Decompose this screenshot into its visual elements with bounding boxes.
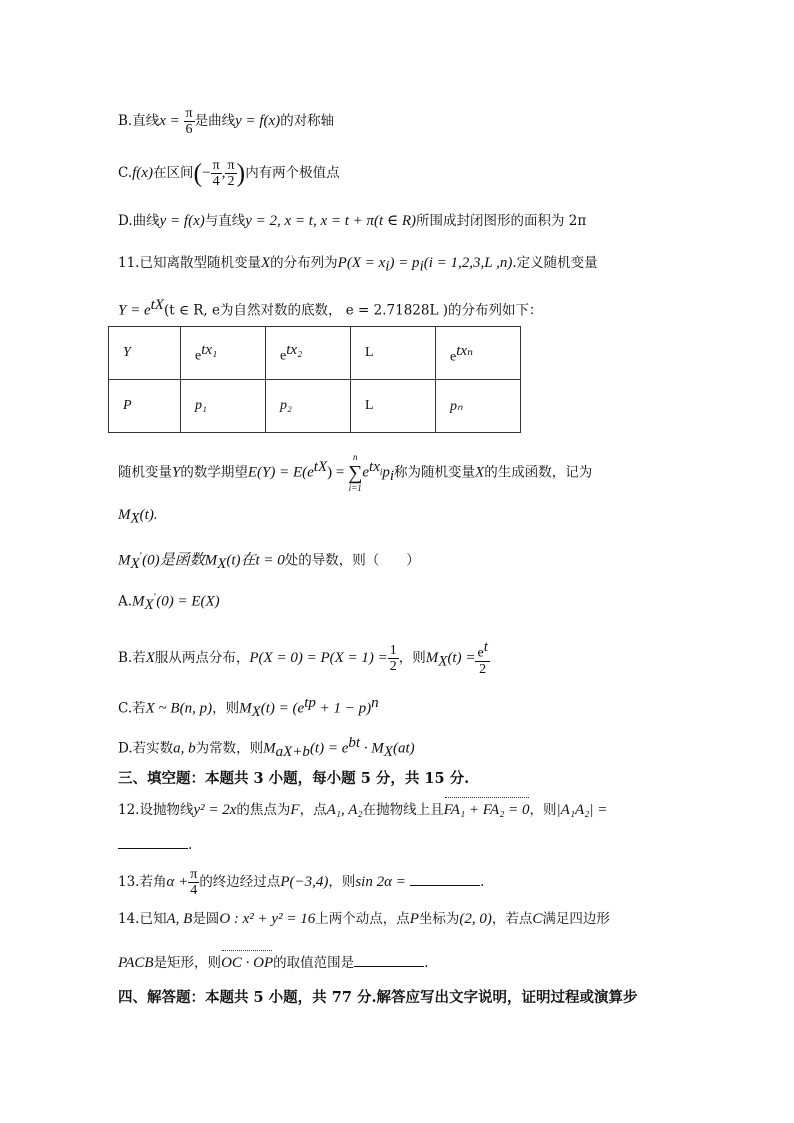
option-11-c: C.若X ~ B(n, p)，则$M_X(t) = (e^{tp} + 1 - p)^n$ <box>118 695 379 721</box>
generating-function-definition: 随机变量Y的数学期望$E(Y) = E(e^{tX})$ = n ∑ i=1 $e^{tx_i}p_i$称为随机变量X的生成函数，记为 <box>118 452 593 493</box>
section-3-heading: 三、填空题：本题共 3 小题，每小题 5 分，共 15 分. <box>118 770 470 787</box>
question-12: 12.设抛物线y² = 2x的焦点为F，点A₁, A₂在抛物线上且FA₁ + FA₂ = 0，则|A₁A₂| = <box>118 802 608 818</box>
derivative-statement: $M_X'(0)$是函数$M_X(t)$在t = 0处的导数，则（ ） <box>118 552 420 573</box>
option-10-c: C.f(x)在区间(− $\frac{\pi}{4}$ , $\frac{\pi}{2}$ )内有两个极值点 <box>118 158 340 189</box>
answer-blank[interactable] <box>410 871 480 886</box>
option-11-d: D.若实数a, b为常数，则$M_{aX+b}(t) = e^{bt} \cdot M_X(at)$ <box>118 735 415 761</box>
distribution-table <box>108 326 521 433</box>
fraction: $\frac{e^t}{2}$ <box>477 639 488 677</box>
fraction: $\frac{1}{2}$ <box>389 642 397 674</box>
summation: n ∑ i=1 <box>348 452 363 493</box>
question-11-stem: 11.已知离散型随机变量X的分布列为$P(X = x_i) = p_i(i = 1,2,3,L$ ,n).定义随机变量 <box>118 255 598 275</box>
fraction: $\frac{\pi}{2}$ <box>227 158 235 189</box>
answer-blank[interactable] <box>118 834 188 849</box>
answer-blank[interactable] <box>354 952 424 967</box>
question-11-definition: $Y = e^{tX}(t$ ∈ R, e为自然对数的底数， e = 2.71828L )的分布列如下： <box>118 297 543 319</box>
fraction: $\frac{\pi}{4}$ <box>190 867 198 898</box>
question-14: 14.已知A, B是圆O : x² + y² = 16上两个动点，点P坐标为(2, 0)，若点C满足四边形 <box>118 911 610 927</box>
fraction: $\frac{\pi}{4}$ <box>212 158 220 189</box>
option-10-b: B.直线x = $\frac{\pi}{6}$ 是曲线y = f(x)的对称轴 <box>118 106 335 137</box>
section-4-heading: 四、解答题：本题共 5 小题，共 77 分.解答应写出文字说明，证明过程或演算步 <box>118 989 638 1006</box>
option-11-a: $A.M_X'(0) = E(X)$ <box>118 593 220 614</box>
question-14-line-2: PACB是矩形，则OC · OP的取值范围是 . <box>118 952 428 973</box>
option-11-b: B.若X服从两点分布，P(X = 0) = P(X = 1) = $\frac{1}{2}$ ，则$M_X(t)$ = $\frac{e^t}{2}$ <box>118 639 488 677</box>
mx-notation: $M_X(t)$. <box>118 507 158 527</box>
fraction: $\frac{\pi}{6}$ <box>185 106 193 137</box>
question-12-answer-blank[interactable]: . <box>118 834 192 855</box>
table-row: P p₁ p₂ L pₙ <box>109 380 521 433</box>
option-10-d: D.曲线y = f(x)与直线y = 2, x = t, x = t + π(t ∈ R)所围成封闭图形的面积为 2π <box>118 213 587 229</box>
table-row: Y $e^{tx_1}$ $e^{tx_2}$ L $e^{tx_n}$ <box>109 327 521 380</box>
question-13: 13.若角α + $\frac{\pi}{4}$ 的终边经过点P(−3,4)，则sin 2α = . <box>118 867 485 898</box>
